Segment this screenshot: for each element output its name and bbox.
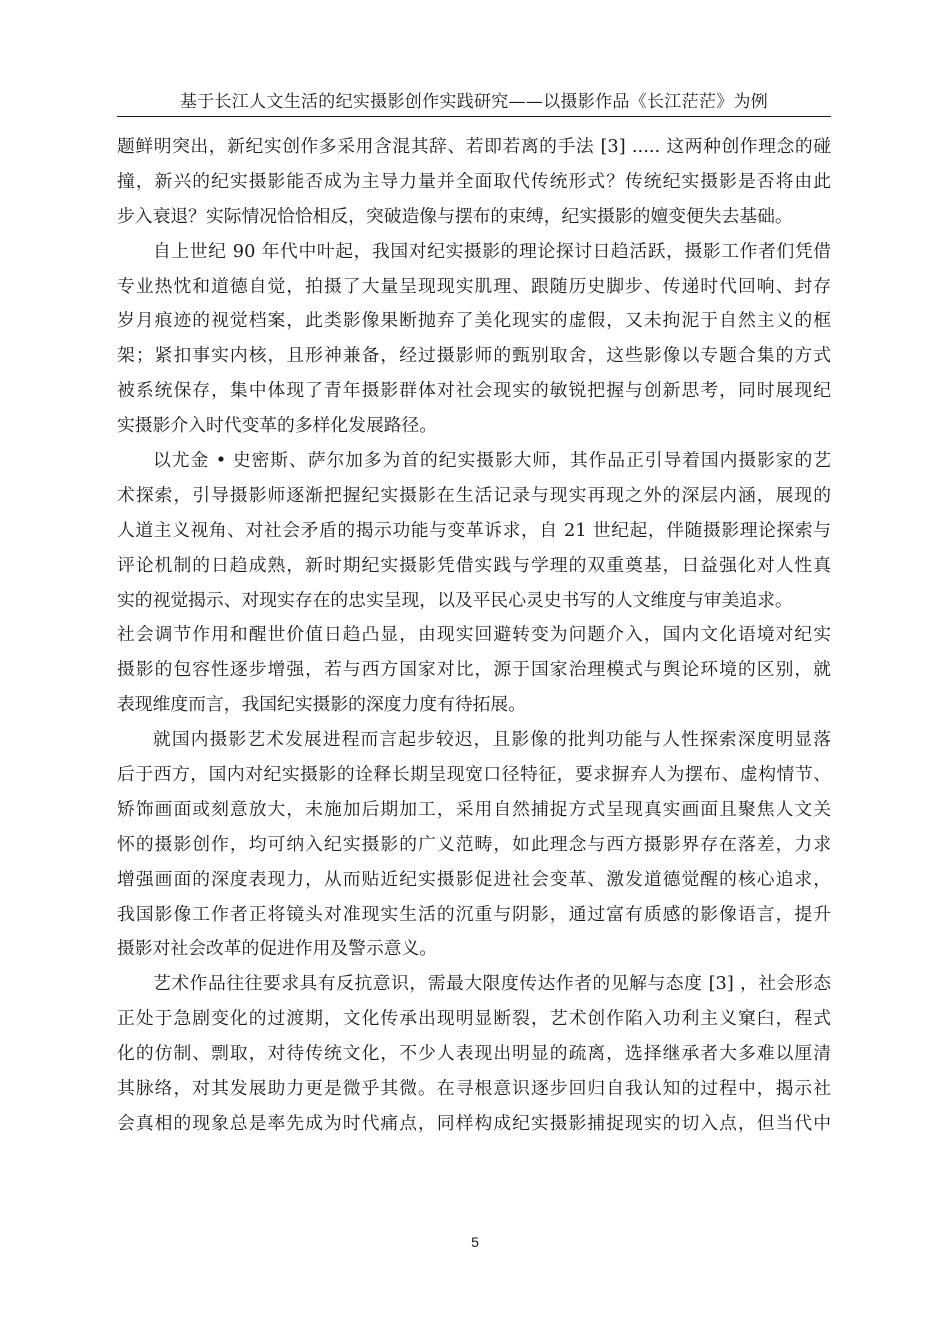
text-line: 实的视觉揭示、对现实存在的忠实呈现，以及平民心灵史书写的人文维度与审美追求。 (117, 589, 793, 611)
text-line: 题鲜明突出，新纪实创作多采用含混其辞、若即若离的手法 [3] ..... 这两种创作理念的碰 (117, 136, 831, 157)
text-line: 会真相的现象总是率先成为时代痛点，同样构成纪实摄影捕捉现实的切入点，但当代中 (117, 1112, 831, 1134)
text-line: 步入衰退？实际情况恰恰相反，突破造像与摆布的束缚，纪实摄影的嬗变便失去基础。 (117, 205, 793, 227)
text-line: 人道主义视角、对社会矛盾的揭示功能与变革诉求，自 21 世纪起，伴随摄影理论探索与 (117, 519, 831, 541)
text-line: 术探索，引导摄影师逐渐把握纪实摄影在生活记录与现实再现之外的深层内涵，展现的 (117, 484, 831, 506)
text-line: 化的仿制、剽取，对待传统文化，不少人表现出明显的疏离，选择继承者大多难以厘清 (117, 1043, 831, 1065)
text-line: 表现维度而言，我国纪实摄影的深度力度有待拓展。 (117, 694, 526, 716)
text-line: 摄影对社会改革的促进作用及警示意义。 (117, 938, 438, 960)
text-line: 我国影像工作者正将镜头对准现实生活的沉重与阴影，通过富有质感的影像语言，提升 (117, 903, 831, 925)
text-line: 被系统保存，集中体现了青年摄影群体对社会现实的敏锐把握与创新思考，同时展现纪 (117, 380, 831, 402)
text-line: 评论机制的日趋成熟，新时期纪实摄影凭借实践与学理的双重奠基，日益强化对人性真 (117, 554, 831, 576)
text-line: 自上世纪 90 年代中叶起，我国对纪实摄影的理论探讨日趋活跃，摄影工作者们凭借 (153, 240, 831, 262)
text-line: 其脉络，对其发展助力更是微乎其微。在寻根意识逐步回归自我认知的过程中，揭示社 (117, 1078, 831, 1100)
text-line: 怀的摄影创作，均可纳入纪实摄影的广义范畴，如此理念与西方摄影界存在落差，力求 (117, 833, 831, 855)
text-line: 艺术作品往往要求具有反抗意识，需最大限度传达作者的见解与态度 [3] ，社会形态 (153, 973, 831, 995)
text-line: 社会调节作用和醒世价值日趋凸显，由现实回避转变为问题介入，国内文化语境对纪实 (117, 624, 831, 646)
text-line: 实摄影介入时代变革的多样化发展路径。 (117, 415, 438, 437)
text-line: 以尤金 • 史密斯、萨尔加多为首的纪实摄影大师，其作品正引导着国内摄影家的艺 (153, 450, 831, 472)
running-header: 基于长江人文生活的纪实摄影创作实践研究——以摄影作品《长江茫茫》为例 (179, 92, 769, 112)
text-line: 矫饰画面或刻意放大，未施加后期加工，采用自然捕捉方式呈现真实画面且聚焦人文关 (117, 798, 831, 820)
header-divider (117, 116, 831, 117)
text-line: 正处于急剧变化的过渡期，文化传承出现明显断裂，艺术创作陷入功利主义窠臼，程式 (117, 1008, 831, 1030)
text-line: 摄影的包容性逐步增强，若与西方国家对比，源于国家治理模式与舆论环境的区别，就 (117, 659, 831, 681)
text-line: 架；紧扣事实内核，且形神兼备，经过摄影师的甄别取舍，这些影像以专题合集的方式 (117, 345, 831, 367)
text-line: 专业热忱和道德自觉，拍摄了大量呈现现实肌理、跟随历史脚步、传递时代回响、封存 (117, 275, 831, 297)
text-line: 就国内摄影艺术发展进程而言起步较迟，且影像的批判功能与人性探索深度明显落 (153, 729, 831, 751)
text-line: 后于西方，国内对纪实摄影的诠释长期呈现宽口径特征，要求摒弃人为摆布、虚构情节、 (117, 764, 831, 786)
document-body (117, 130, 831, 1142)
page-number: 5 (471, 1234, 479, 1250)
text-line: 撞，新兴的纪实摄影能否成为主导力量并全面取代传统形式？传统纪实摄影是否将由此 (117, 170, 831, 192)
text-line: 增强画面的深度表现力，从而贴近纪实摄影促进社会变革、激发道德觉醒的核心追求， (117, 868, 831, 890)
text-line: 岁月痕迹的视觉档案，此类影像果断抛弃了美化现实的虚假，又未拘泥于自然主义的框 (117, 310, 831, 332)
